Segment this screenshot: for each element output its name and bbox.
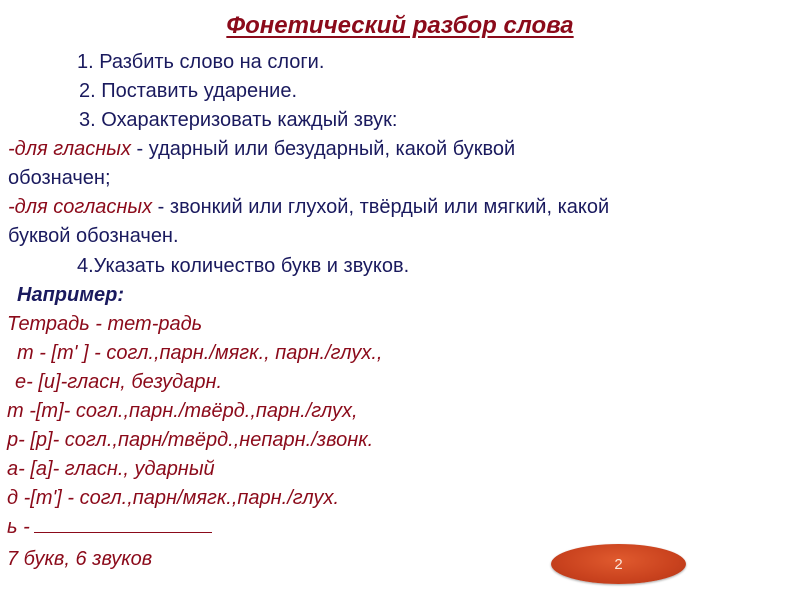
step-3: 3. Охарактеризовать каждый звук: [79,109,398,131]
example-line-2: е- [и]-гласн, безударн. [15,371,223,393]
example-summary: 7 букв, 6 звуков [7,548,153,570]
consonants-label: -для согласных [8,196,153,218]
step-4: 4.Указать количество букв и звуков. [77,255,410,277]
soft-sign-label: ь - [7,516,30,538]
example-line-6: д -[т'] - согл.,парн/мягк.,парн./глух. [7,487,340,509]
example-line-3: т -[т]- согл.,парн./твёрд.,парн./глух, [7,400,358,422]
consonants-line [8,195,609,219]
vowels-text: - ударный или безударный, какой буквой [131,138,516,160]
page-number: 2 [614,555,623,573]
slide-title: Фонетический разбор слова [226,12,574,39]
example-line-4: р- [р]- согл.,парн/твёрд.,непарн./звонк. [7,429,374,451]
vowels-cont: обозначен; [8,167,111,189]
step-2: 2. Поставить ударение. [79,80,297,102]
page-number-badge [551,544,686,584]
consonants-text: - звонкий или глухой, твёрдый или мягкий, какой [152,196,610,218]
consonants-cont: буквой обозначен. [8,225,179,247]
example-line-1: т - [т' ] - согл.,парн./мягк., парн./глух., [17,342,383,364]
example-word: Тетрадь - тет-радь [7,313,203,335]
soft-sign-blank [34,531,212,533]
example-line-5: а- [а]- гласн., ударный [7,458,215,480]
example-heading: Например: [17,284,125,306]
vowels-line [8,137,515,161]
vowels-label: -для гласных [8,138,131,160]
step-1: 1. Разбить слово на слоги. [77,51,325,73]
soft-sign-line [7,515,212,539]
